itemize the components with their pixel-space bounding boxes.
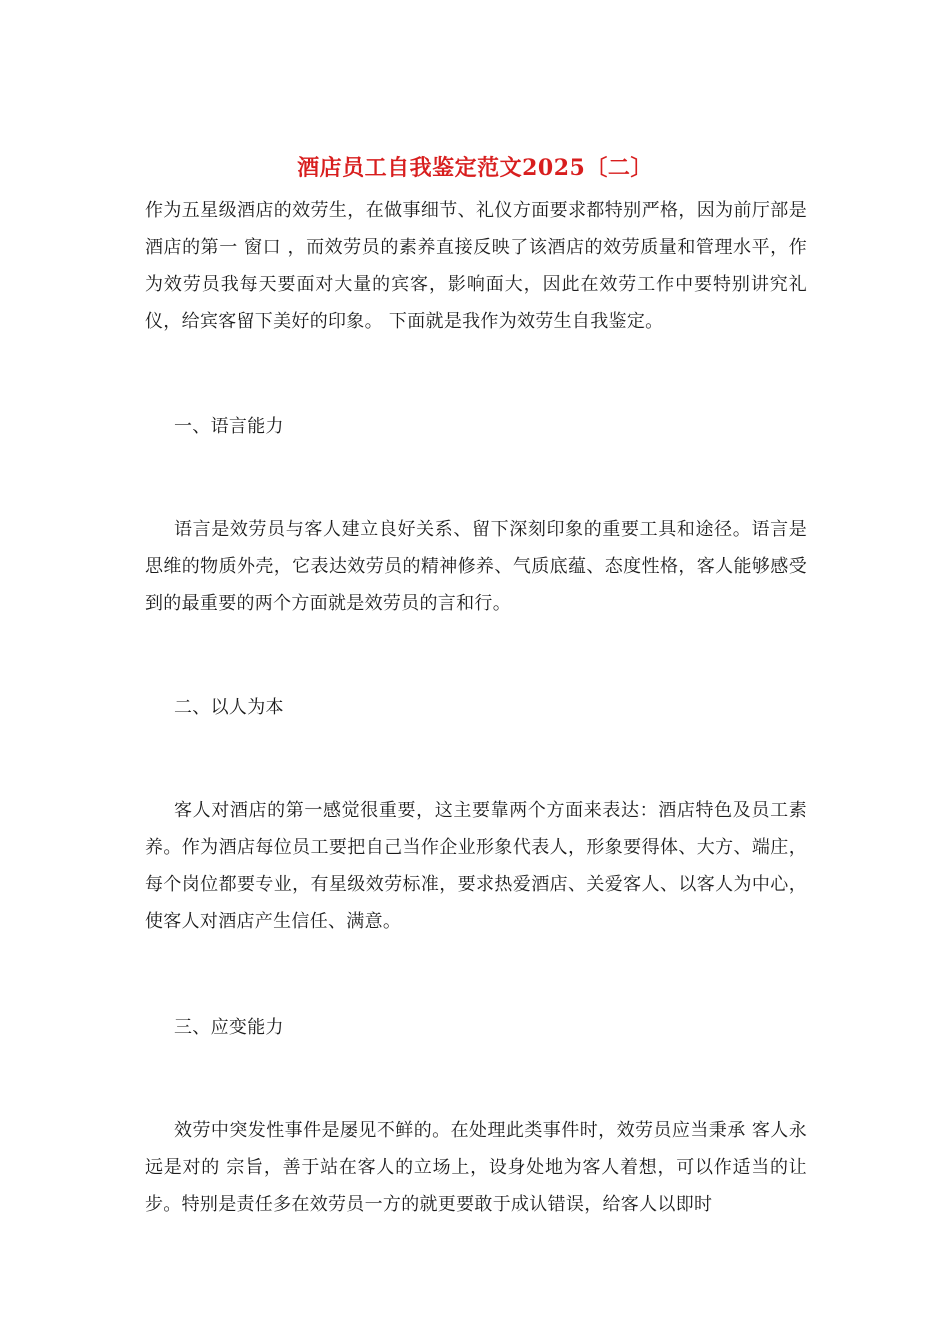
section-body-adaptability: 效劳中突发性事件是屡见不鲜的。在处理此类事件时，效劳员应当秉承 客人永远是对的 宗旨，善于站在客人的立场上，设身处地为客人着想，可以作适当的让步。特别是责任多在效劳员一方的就更要敢于成认错误，给客人以即时 — [145, 1120, 807, 1215]
section-body-language: 语言是效劳员与客人建立良好关系、留下深刻印象的重要工具和途径。语言是思维的物质外壳，它表达效劳员的精神修养、气质底蕴、态度性格，客人能够感受到的最重要的两个方面就是效劳员的言和行。 — [145, 519, 807, 614]
document-title: 酒店员工自我鉴定范文2025〔二〕 — [297, 155, 653, 181]
intro-paragraph: 作为五星级酒店的效劳生，在做事细节、礼仪方面要求都特别严格，因为前厅部是酒店的第一 窗口 ，而效劳员的素养直接反映了该酒店的效劳质量和管理水平，作为效劳员我每天要面对大量的宾客，影响面大，因此在效劳工作中要特别讲究礼仪，给宾客留下美好的印象。 下面就是我作为效劳生自我鉴定。 — [145, 200, 807, 332]
section-heading-people: 二、以人为本 — [174, 697, 284, 718]
section-heading-adaptability: 三、应变能力 — [174, 1017, 284, 1038]
section-heading-language: 一、语言能力 — [174, 416, 284, 437]
section-body-people: 客人对酒店的第一感觉很重要，这主要靠两个方面来表达：酒店特色及员工素养。作为酒店每位员工要把自己当作企业形象代表人，形象要得体、大方、端庄，每个岗位都要专业，有星级效劳标准，要求热爱酒店、关爱客人、以客人为中心，使客人对酒店产生信任、满意。 — [145, 800, 807, 932]
